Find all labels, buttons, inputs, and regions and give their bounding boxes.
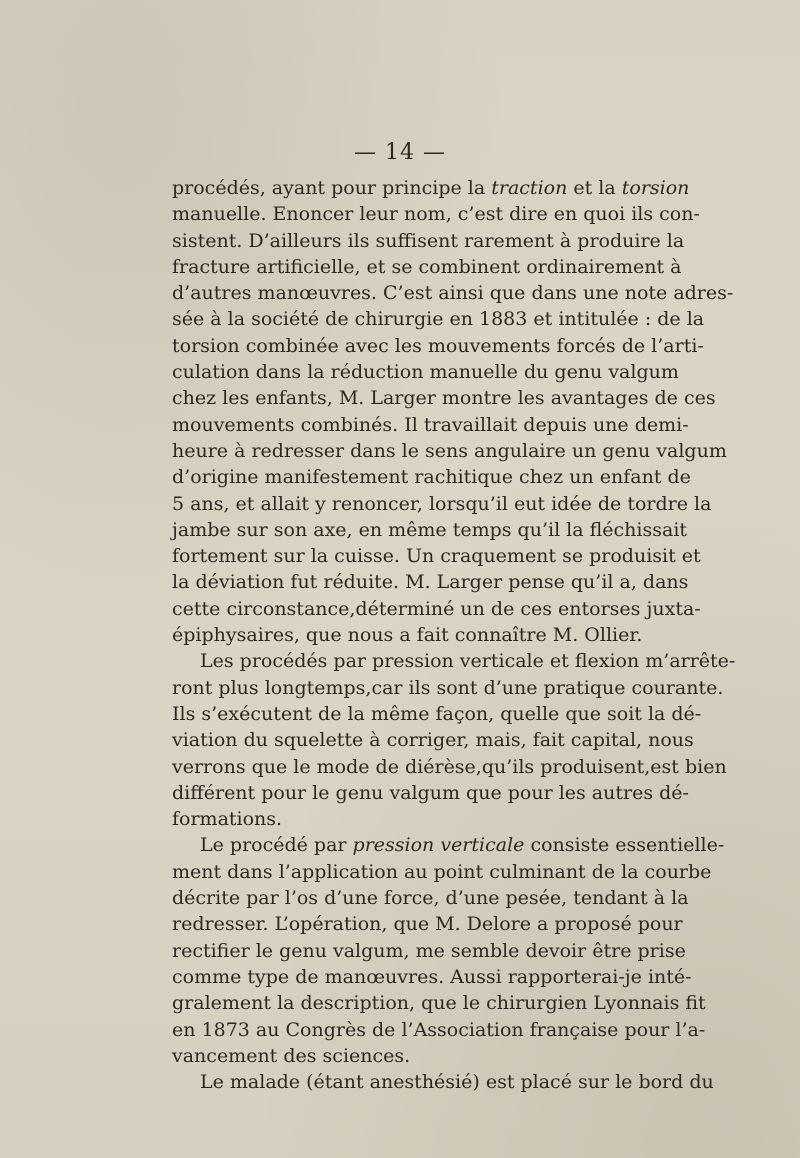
text-line: d’origine manifestement rachitique chez un enfant de	[172, 466, 691, 489]
text-line: sée à la société de chirurgie en 1883 et intitulée : de la	[172, 308, 705, 331]
text-line	[172, 832, 725, 858]
body-text	[172, 175, 736, 1095]
text-line: d’autres manœuvres. C’est ainsi que dans une note adres-	[172, 282, 734, 305]
text-line: différent pour le genu valgum que pour les autres dé-	[172, 781, 689, 804]
italic-term: traction	[491, 177, 568, 199]
text-line: redresser. L’opération, que M. Delore a proposé pour	[172, 913, 683, 936]
text-line: ment dans l’application au point culminant de la courbe	[172, 860, 712, 883]
text-line: cette circonstance,déterminé un de ces entorses juxta-	[172, 597, 701, 620]
text-line: jambe sur son axe, en même temps qu’il la fléchissait	[172, 518, 688, 541]
text-line: ront plus longtemps,car ils sont d’une pratique courante.	[172, 676, 724, 699]
page-number: — 14 —	[354, 140, 446, 165]
text-line: viation du squelette à corriger, mais, fait capital, nous	[172, 729, 694, 752]
text-line: rectifier le genu valgum, me semble devoir être prise	[172, 939, 686, 962]
text-line: fortement sur la cuisse. Un craquement se produisit et	[172, 545, 701, 568]
text-line	[172, 175, 690, 201]
text-line: Les procédés par pression verticale et flexion m’arrête-	[200, 650, 736, 673]
text-line: sistent. D’ailleurs ils suffisent rarement à produire la	[172, 229, 685, 252]
text-line: la déviation fut réduite. M. Larger pense qu’il a, dans	[172, 571, 689, 594]
text-line: culation dans la réduction manuelle du genu valgum	[172, 361, 679, 384]
text-line: décrite par l’os d’une force, d’une pesée, tendant à la	[172, 887, 689, 910]
text-line: épiphysaires, que nous a fait connaître M. Ollier.	[172, 624, 643, 647]
text-line: comme type de manœuvres. Aussi rapporterai-je inté-	[172, 965, 692, 988]
text-line: verrons que le mode de diérèse,qu’ils produisent,est bien	[172, 755, 727, 778]
italic-term: pression verticale	[352, 834, 525, 857]
text-line: Ils s’exécutent de la même façon, quelle que soit la dé-	[172, 702, 702, 725]
text-line: heure à redresser dans le sens angulaire un genu valgum	[172, 439, 727, 462]
text-line: mouvements combinés. Il travaillait depuis une demi-	[172, 413, 689, 436]
text-line: chez les enfants, M. Larger montre les avantages de ces	[172, 387, 716, 410]
text-line: vancement des sciences.	[172, 1044, 411, 1067]
text-line: formations.	[172, 808, 283, 831]
text-line: Le malade (étant anesthésié) est placé sur le bord du	[200, 1071, 714, 1094]
text-line: gralement la description, que le chirurgien Lyonnais fit	[172, 992, 706, 1015]
italic-term: torsion	[621, 177, 690, 199]
text-span: et la	[573, 177, 616, 199]
text-line: torsion combinée avec les mouvements forcés de l’arti-	[172, 334, 704, 357]
text-span: consiste essentielle-	[530, 834, 725, 857]
text-span: Le procédé par	[200, 834, 347, 857]
text-line: manuelle. Enoncer leur nom, c’est dire en quoi ils con-	[172, 203, 700, 226]
text-line: fracture artificielle, et se combinent ordinairement à	[172, 255, 682, 278]
text-span: procédés, ayant pour principe la	[172, 177, 486, 199]
text-line: en 1873 au Congrès de l’Association française pour l’a-	[172, 1018, 706, 1041]
text-line: 5 ans, et allait y renoncer, lorsqu’il eut idée de tordre la	[172, 492, 712, 515]
